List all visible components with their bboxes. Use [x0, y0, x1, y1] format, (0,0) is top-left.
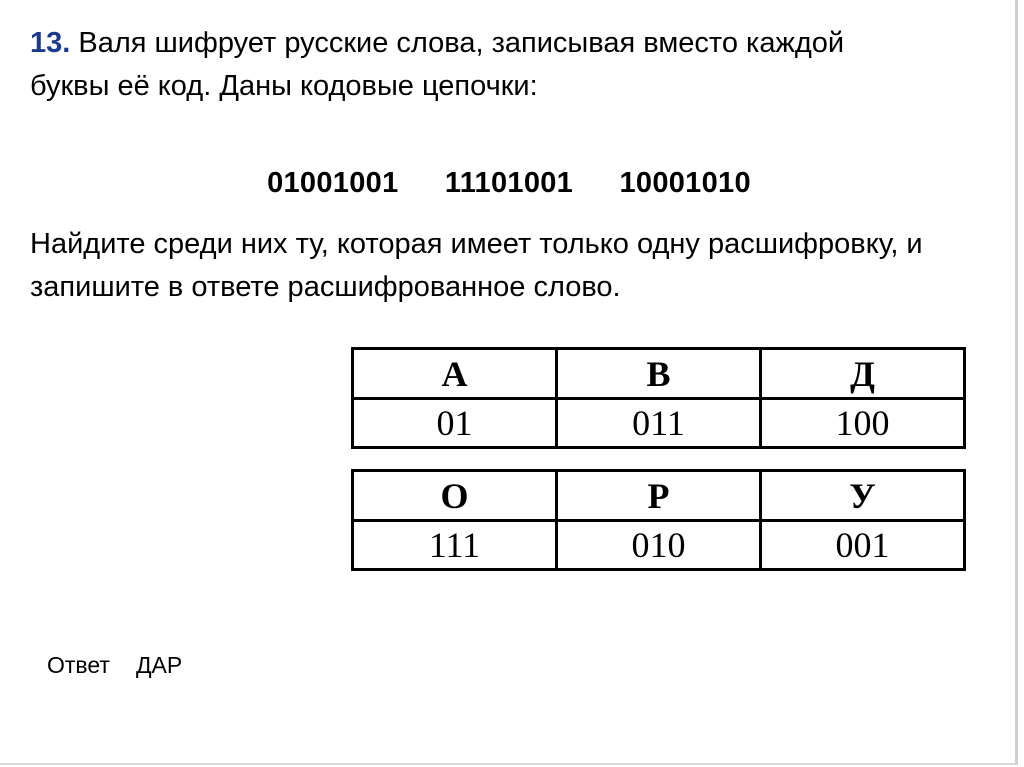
- problem-intro-text: Валя шифрует русские слова, записывая вместо каждой буквы её код. Даны кодовые цепочки:: [30, 27, 845, 102]
- letter-cell: А: [353, 349, 557, 399]
- code-cell: 001: [761, 521, 965, 570]
- code-cell: 011: [557, 399, 761, 448]
- letter-cell: У: [761, 471, 965, 521]
- letters-row: [353, 349, 965, 399]
- letter-cell: Р: [557, 471, 761, 521]
- code-string: 01001001: [267, 167, 399, 199]
- code-cell: 100: [761, 399, 965, 448]
- code-string: 11101001: [444, 167, 574, 199]
- answer-label: Ответ: [47, 652, 110, 678]
- code-cell: 010: [557, 521, 761, 570]
- code-table-2: [351, 469, 966, 571]
- problem-number: 13.: [30, 27, 71, 59]
- code-cell: 01: [353, 399, 557, 448]
- answer: [47, 650, 182, 680]
- letter-cell: Д: [761, 349, 965, 399]
- code-cell: 111: [353, 521, 557, 570]
- letters-row: [353, 471, 965, 521]
- code-strings: [0, 163, 1018, 203]
- problem-question: Найдите среди них ту, которая имеет только одну расшифровку, и запишите в ответе расшифрованное слово.: [30, 228, 923, 303]
- letter-cell: В: [557, 349, 761, 399]
- problem-intro: [30, 22, 930, 108]
- answer-value: ДАР: [135, 652, 183, 678]
- code-table-1: [351, 347, 966, 449]
- codes-row: [353, 521, 965, 570]
- codes-row: [353, 399, 965, 448]
- code-string: 10001010: [619, 167, 751, 199]
- letter-cell: О: [353, 471, 557, 521]
